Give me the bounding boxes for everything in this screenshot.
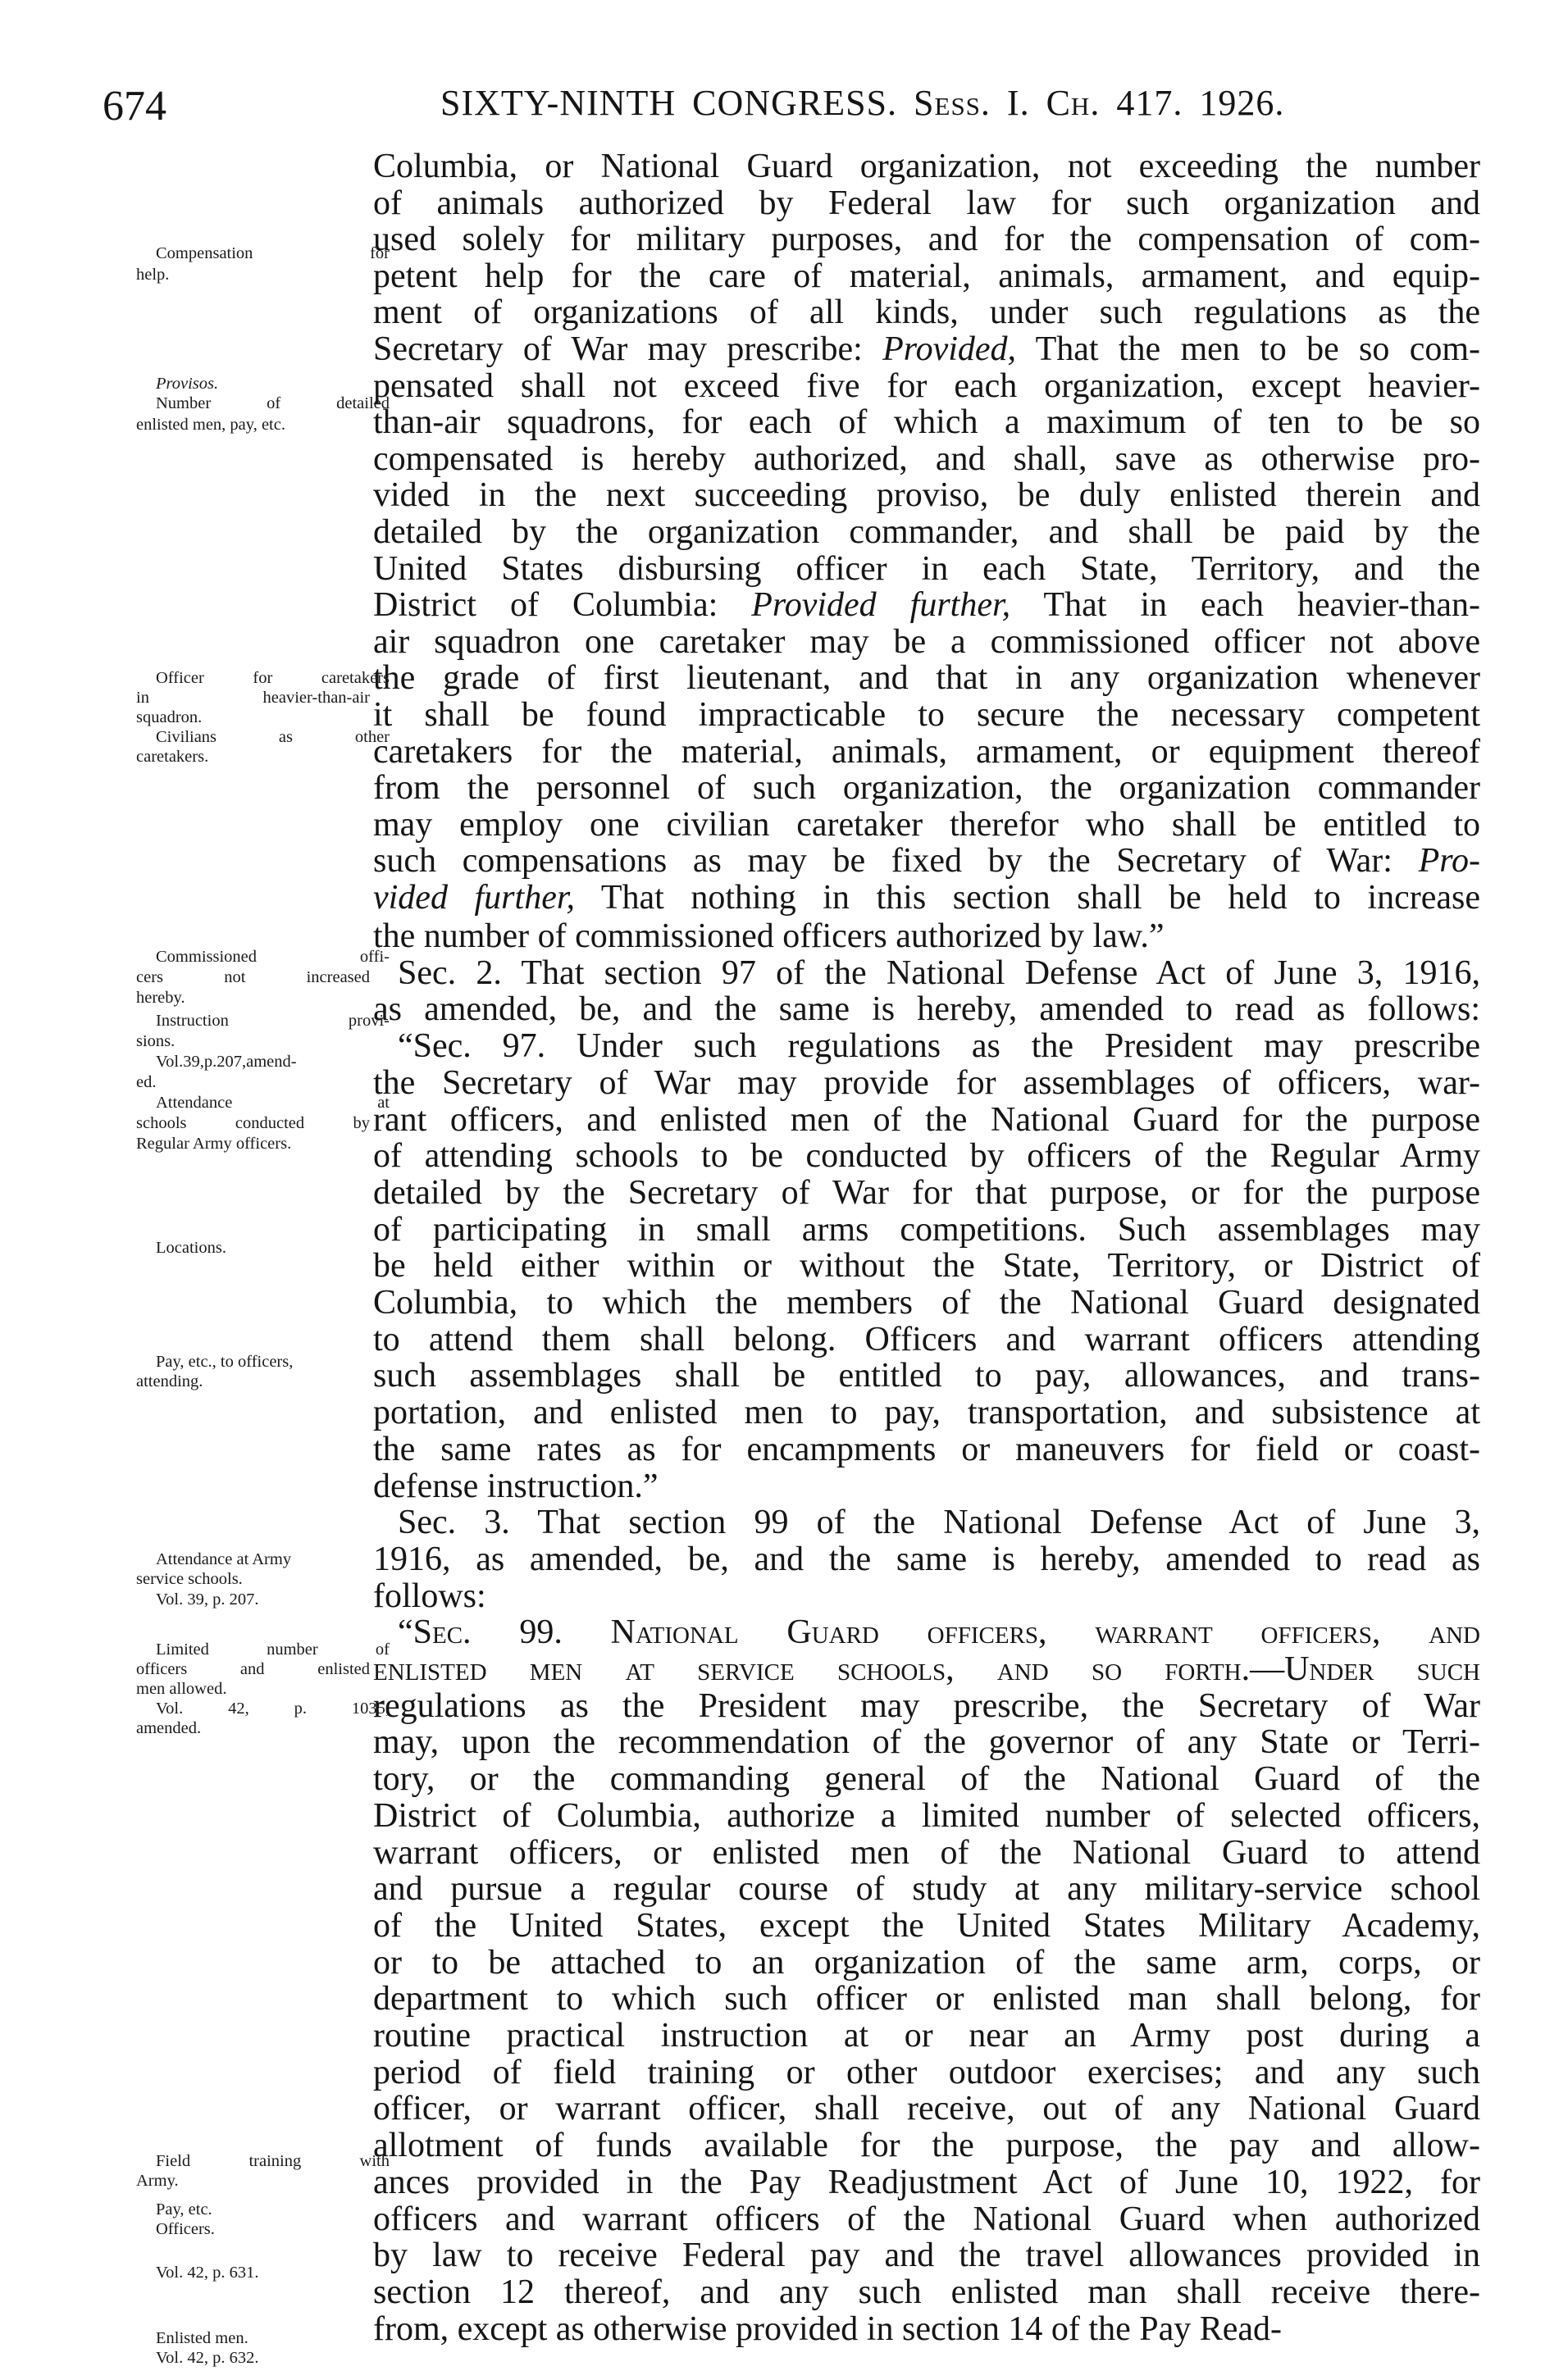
- margin-note: schools conducted by: [136, 1114, 370, 1132]
- margin-note: Locations.: [156, 1239, 226, 1257]
- body-line: enlisted men at service schools, and so forth.—Under such: [373, 1650, 1480, 1688]
- body-line: “Sec. 99. National Guard officers, warrant officers, and: [398, 1613, 1480, 1652]
- body-line: to attend them shall belong. Officers and warrant officers attending: [373, 1320, 1480, 1358]
- body-line: United States disbursing officer in each State, Territory, and the: [373, 549, 1480, 588]
- margin-note: Provisos.: [156, 375, 219, 393]
- body-line: the number of commissioned officers authorized by law.”: [373, 917, 1165, 955]
- body-line: of the United States, except the United States Military Academy,: [373, 1906, 1480, 1945]
- body-line: pensated shall not exceed five for each organization, except heavier-: [373, 366, 1480, 405]
- running-header: [0, 82, 1568, 139]
- body-line: as amended, be, and the same is hereby, amended to read as follows:: [373, 990, 1480, 1029]
- margin-note: Enlisted men.: [156, 2329, 248, 2347]
- body-line: District of Columbia, authorize a limited number of selected officers,: [373, 1796, 1480, 1835]
- body-line: allotment of funds available for the purpose, the pay and allow-: [373, 2127, 1480, 2165]
- body-line: the grade of first lieutenant, and that in any organization whenever: [373, 659, 1480, 698]
- body-line: rant officers, and enlisted men of the National Guard for the purpose: [373, 1100, 1480, 1139]
- margin-note: Army.: [136, 2172, 179, 2190]
- margin-note: Number of detailed: [156, 394, 390, 412]
- body-line: vided in the next succeeding proviso, be duly enlisted therein and: [373, 476, 1480, 515]
- body-line: routine practical instruction at or near an Army post during a: [373, 2017, 1480, 2055]
- body-line: and pursue a regular course of study at any military-service school: [373, 1870, 1480, 1909]
- body-line: may employ one civilian caretaker therefor who shall be entitled to: [373, 805, 1480, 844]
- body-line: warrant officers, or enlisted men of the National Guard to attend: [373, 1833, 1480, 1872]
- margin-note: Commissioned offi-: [156, 948, 390, 966]
- body-line: 1916, as amended, be, and the same is hereby, amended to read as: [373, 1540, 1480, 1578]
- body-line: than-air squadrons, for each of which a maximum of ten to be so: [373, 403, 1480, 442]
- body-line: air squadron one caretaker may be a commissioned officer not above: [373, 622, 1480, 661]
- body-line: Sec. 2. That section 97 of the National Defense Act of June 3, 1916,: [398, 953, 1480, 992]
- margin-note: Compensation for: [156, 244, 390, 262]
- body-line: the same rates as for encampments or maneuvers for field or coast-: [373, 1430, 1480, 1468]
- body-line: District of Columbia: Provided further, That in each heavier-than-: [373, 586, 1480, 625]
- congress-title: SIXTY-NINTH CONGRESS.: [440, 83, 898, 123]
- body-line: detailed by the Secretary of War for that purpose, or for the purpose: [373, 1173, 1480, 1212]
- margin-note: Field training with: [156, 2152, 390, 2170]
- body-line: may, upon the recommendation of the governor of any State or Terri-: [373, 1723, 1480, 1762]
- body-line: ances provided in the Pay Readjustment Act of June 10, 1922, for: [373, 2163, 1480, 2201]
- body-line: portation, and enlisted men to pay, transportation, and subsistence at: [373, 1394, 1480, 1432]
- body-line: from the personnel of such organization, the organization commander: [373, 769, 1480, 808]
- margin-note: enlisted men, pay, etc.: [136, 416, 285, 434]
- margin-note: Vol. 39, p. 207.: [156, 1590, 259, 1609]
- body-line: detailed by the organization commander, and shall be paid by the: [373, 513, 1480, 551]
- body-line: or to be attached to an organization of the same arm, corps, or: [373, 1943, 1480, 1982]
- body-line: compensated is hereby authorized, and shall, save as otherwise pro-: [373, 439, 1480, 478]
- margin-note: squadron.: [136, 708, 203, 726]
- body-line: by law to receive Federal pay and the travel allowances provided in: [373, 2237, 1480, 2275]
- margin-note: Officers.: [156, 2220, 215, 2238]
- body-line: defense instruction.”: [373, 1467, 659, 1505]
- chapter: Ch. 417.: [1046, 83, 1183, 123]
- margin-note: cers not increased: [136, 968, 370, 986]
- body-line: tory, or the commanding general of the National Guard of the: [373, 1760, 1480, 1799]
- margin-note: Civilians as other: [156, 728, 390, 746]
- body-line: of attending schools to be conducted by officers of the Regular Army: [373, 1137, 1480, 1176]
- margin-note: attending.: [136, 1372, 203, 1390]
- body-line: Columbia, to which the members of the National Guard designated: [373, 1284, 1480, 1322]
- margin-note: amended.: [136, 1719, 202, 1737]
- margin-note: Regular Army officers.: [136, 1135, 292, 1153]
- margin-note: in heavier-than-air: [136, 689, 370, 707]
- margin-note: Attendance at Army: [156, 1550, 292, 1568]
- margin-note: caretakers.: [136, 748, 209, 766]
- body-line: of participating in small arms competitions. Such assemblages may: [373, 1210, 1480, 1249]
- body-line: from, except as otherwise provided in section 14 of the Pay Read-: [373, 2309, 1283, 2348]
- margin-note: Pay, etc.: [156, 2200, 212, 2218]
- page-number: 674: [103, 83, 166, 130]
- margin-note: Officer for caretakers: [156, 669, 390, 687]
- year: 1926.: [1199, 83, 1285, 123]
- margin-note: Instruction provi-: [156, 1012, 390, 1030]
- margin-note: Vol.39,p.207,amend-: [156, 1053, 297, 1071]
- margin-note: Vol. 42, p. 632.: [156, 2349, 259, 2367]
- body-line: Columbia, or National Guard organization, not exceeding the number: [373, 148, 1480, 185]
- margin-note: men allowed.: [136, 1680, 227, 1698]
- session: Sess. I.: [914, 83, 1030, 123]
- margin-note: Limited number of: [156, 1641, 390, 1659]
- body-line: ment of organizations of all kinds, under such regulations as the: [373, 294, 1480, 332]
- margin-note: sions.: [136, 1032, 175, 1050]
- body-line: it shall be found impracticable to secure the necessary competent: [373, 696, 1480, 734]
- margin-note: hereby.: [136, 989, 185, 1007]
- body-line: officers and warrant officers of the National Guard when authorized: [373, 2200, 1480, 2238]
- body-line: officer, or warrant officer, shall receive, out of any National Guard: [373, 2090, 1480, 2128]
- body-line: Secretary of War may prescribe: Provided, That the men to be so com-: [373, 330, 1480, 368]
- body-line: regulations as the President may prescribe, the Secretary of War: [373, 1686, 1480, 1725]
- body-line: petent help for the care of material, animals, armament, and equip-: [373, 257, 1480, 295]
- body-line: used solely for military purposes, and for the compensation of com-: [373, 221, 1480, 259]
- body-line: caretakers for the material, animals, armament, or equipment thereof: [373, 732, 1480, 771]
- margin-note: officers and enlisted: [136, 1660, 370, 1678]
- body-line: follows:: [373, 1577, 486, 1615]
- margin-note: Attendance at: [156, 1094, 390, 1112]
- body-line: section 12 thereof, and any such enlisted man shall receive there-: [373, 2273, 1480, 2311]
- margin-note: Pay, etc., to officers,: [156, 1353, 294, 1371]
- body-line: such compensations as may be fixed by the Secretary of War: Pro-: [373, 842, 1480, 881]
- body-line: be held either within or without the State, Territory, or District of: [373, 1247, 1480, 1286]
- margin-note: service schools.: [136, 1570, 243, 1588]
- body-line: “Sec. 97. Under such regulations as the President may prescribe: [398, 1027, 1480, 1066]
- margin-note: Vol. 42, p. 1035,: [156, 1700, 390, 1718]
- body-line: vided further, That nothing in this section shall be held to increase: [373, 879, 1481, 917]
- body-line: Sec. 3. That section 99 of the National Defense Act of June 3,: [398, 1504, 1480, 1542]
- body-line: period of field training or other outdoor exercises; and any such: [373, 2053, 1480, 2091]
- running-title: [440, 82, 1284, 124]
- body-line: of animals authorized by Federal law for such organization and: [373, 184, 1480, 222]
- margin-note: help.: [136, 266, 170, 284]
- body-line: such assemblages shall be entitled to pay, allowances, and trans-: [373, 1357, 1480, 1395]
- margin-note: ed.: [136, 1073, 157, 1091]
- margin-note: Vol. 42, p. 631.: [156, 2264, 259, 2282]
- body-line: the Secretary of War may provide for assemblages of officers, war-: [373, 1063, 1480, 1102]
- body-line: department to which such officer or enlisted man shall belong, for: [373, 1980, 1480, 2018]
